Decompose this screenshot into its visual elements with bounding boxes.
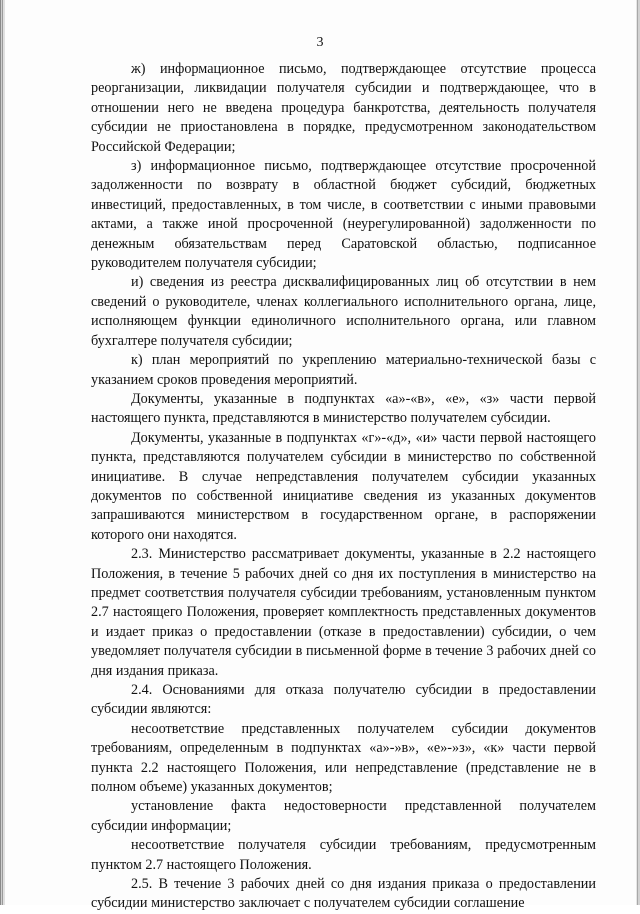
paragraph-refusal-ground-1: несоответствие представленных получателем субсидии документов требованиям, определенным в подпунктах «а»-»в», «е»-»з», «к» части первой пункта 2.2 настоящего Положения, или непредставление (представление не в полном объеме) указанных документов; — [91, 720, 596, 796]
page-number: 3 — [316, 35, 324, 50]
paragraph-k: к) план мероприятий по укреплению материально-технической базы с указанием сроков проведения мероприятий. — [91, 352, 596, 388]
paragraph-documents-submitted: Документы, указанные в подпунктах «а»-«в», «е», «з» части первой настоящего пункта, представляются в министерство получателем субсидии. — [91, 390, 596, 427]
paragraph-refusal-ground-2: установление факта недостоверности представленной получателем субсидии информации; — [91, 798, 596, 834]
paragraph-2-4: 2.4. Основаниями для отказа получателю субсидии в предоставлении субсидии являются: — [91, 682, 596, 718]
paragraph-2-3: 2.3. Министерство рассматривает документы, указанные в 2.2 настоящего Положения, в течение 5 рабочих дней со дня их поступления в министерство на предмет соответствия получателя субсидии требованиям, установленным пунктом 2.7 настоящего Положения, проверяет комплектность представленных документов и издает приказ о предоставлении (отказе в предоставлении) субсидии, о чем уведомляет получателя субсидии в письменной форме в течение 3 рабочих дней со дня издания приказа. — [91, 546, 596, 679]
scan-edge-left — [0, 0, 5, 905]
paragraph-z: з) информационное письмо, подтверждающее отсутствие просроченной задолженности по возврату в областной бюджет субсидий, бюджетных инвестиций, предоставленных, в том числе, в соответствии с иными правовыми актами, а также иной просроченной (неурегулированной) задолженности по денежным обязательствам перед Саратовской областью, подписанное руководителем получателя субсидии; — [91, 158, 596, 272]
paragraph-documents-own-initiative: Документы, указанные в подпунктах «г»-«д», «и» части первой настоящего пункта, представляются получателем субсидии в министерство по собственной инициативе. В случае непредставления получателем субсидии указанных документов по собственной инициативе сведения из указанных документов запрашиваются министерством в государственном органе, в распоряжении которого они находятся. — [91, 429, 596, 543]
document-body — [91, 60, 596, 914]
paragraph-i: и) сведения из реестра дисквалифицированных лиц об отсутствии в нем сведений о руководителе, членах коллегиального исполнительного органа, лице, исполняющем функции единоличного исполнительного органа, или главном бухгалтере получателя субсидии; — [91, 274, 596, 349]
paragraph-zh: ж) информационное письмо, подтверждающее отсутствие процесса реорганизации, ликвидации получателя субсидии и подтверждающее, что в отношении него не введена процедура банкротства, деятельность получателя субсидии не приостановлена в порядке, предусмотренном законодательством Российской Федерации; — [91, 61, 596, 155]
paragraph-2-5: 2.5. В течение 3 рабочих дней со дня издания приказа о предоставлении субсидии министерство заключает с получателем субсидии соглашение — [91, 876, 596, 912]
scan-edge-right — [636, 0, 640, 905]
paragraph-refusal-ground-3: несоответствие получателя субсидии требованиям, предусмотренным пунктом 2.7 настоящего Положения. — [91, 837, 596, 873]
